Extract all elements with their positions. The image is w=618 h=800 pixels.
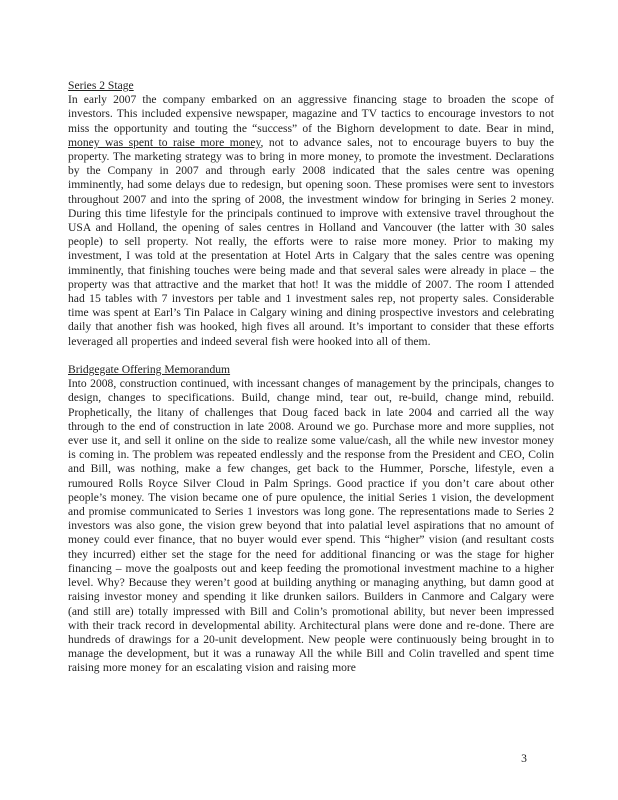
bridgegate-offering-memorandum-paragraph: Into 2008, construction continued, with incessant changes of management by the principals, changes to design, changes to specifications. Build, change mind, tear out, re-build, change mind, rebuild. Prophetically, the litany of challenges that Doug faced back in late 2004 and carried all the way through to the end of construction in late 2008. Around we go. Purchase more and more supplies, not ever use it, and sell it online on the side to realize some value/cash, all the while new investor money is coming in. The problem was repeated endlessly and the response from the President and CEO, Colin and Bill, was nothing, make a few changes, get back to the Hummer, Porsche, lifestyle, even a rumoured Rolls Royce Silver Cloud in Palm Springs. Good practice if you don’t care about other people’s money. The vision became one of pure opulence, the initial Series 1 vision, the development and promise communicated to Series 1 investors was long gone. The representations made to Series 2 investors was also gone, the vision grew beyond that into palatial level aspirations that no amount of money could ever finance, that no buyer would ever spend. This “higher” vision (and resultant costs they incurred) either set the stage for the need for additional financing or was the stage for higher financing – move the goalposts out and keep feeding the promotional investment machine to a higher level. Why? Because they weren’t good at building anything or managing anything, but damn good at raising investor money and spending it like drunken sailors. Builders in Canmore and Calgary were (and still are) totally impressed with Bill and Colin’s promotional ability, but never been impressed with their track record in developmental ability. Architectural plans were done and re-done. There are hundreds of drawings for a 20-unit development. New people were continuously being brought in to manage the development, but it was a runaway All the while Bill and Colin travelled and spent time raising more money for an escalating vision and raising more (68, 377, 554, 675)
page-content (68, 79, 554, 690)
series-2-stage-heading: Series 2 Stage (68, 79, 134, 92)
underlined-phrase: money was spent to raise more money (68, 135, 261, 149)
section-series-2-stage (68, 79, 554, 349)
bridgegate-offering-memorandum-heading: Bridgegate Offering Memorandum (68, 363, 231, 377)
paragraph-text-after-underline: , not to advance sales, not to encourage buyers to buy the property. The marketing strategy was to bring in more money, to promote the investment. Declarations by the Company in 2007 and through early 2008 indicated that the sales centre was opening imminently, had some delays due to redesign, but opening soon. These promises were sent to investors throughout 2007 and into the spring of 2008, the investment window for bringing in Series 2 money. During this time lifestyle for the principals continued to improve with extensive travel throughout the USA and Holland, the opening of sales centres in Holland and Vancouver (the latter with 30 sales people) to sell property. Not really, the efforts were to raise more money. Prior to making my investment, I was told at the presentation at Hotel Arts in Calgary that the sales centre was opening imminently, that finishing touches were being made and that several sales were already in place – the property was that attractive and the market that hot! It was the middle of 2007. The room I attended had 15 tables with 7 investors per table and 1 investment sales rep, not property sales. Considerable time was spent at Earl’s Tin Palace in Calgary wining and dining prospective investors and celebrating daily that another fish was hooked, high fives all around. It’s important to consider that these efforts leveraged all properties and indeed several fish were hooked into all of them. (68, 135, 555, 348)
page-number: 3 (521, 752, 527, 765)
section-bridgegate-offering-memorandum (68, 363, 554, 675)
paragraph-text-before-underline: In early 2007 the company embarked on an aggressive financing stage to broaden the scope of investors. This included expensive newspaper, magazine and TV tactics to encourage investors to not miss the opportunity and touting the “success” of the Bighorn development to date. Bear in mind, (68, 93, 554, 135)
series-2-stage-paragraph (68, 93, 554, 349)
